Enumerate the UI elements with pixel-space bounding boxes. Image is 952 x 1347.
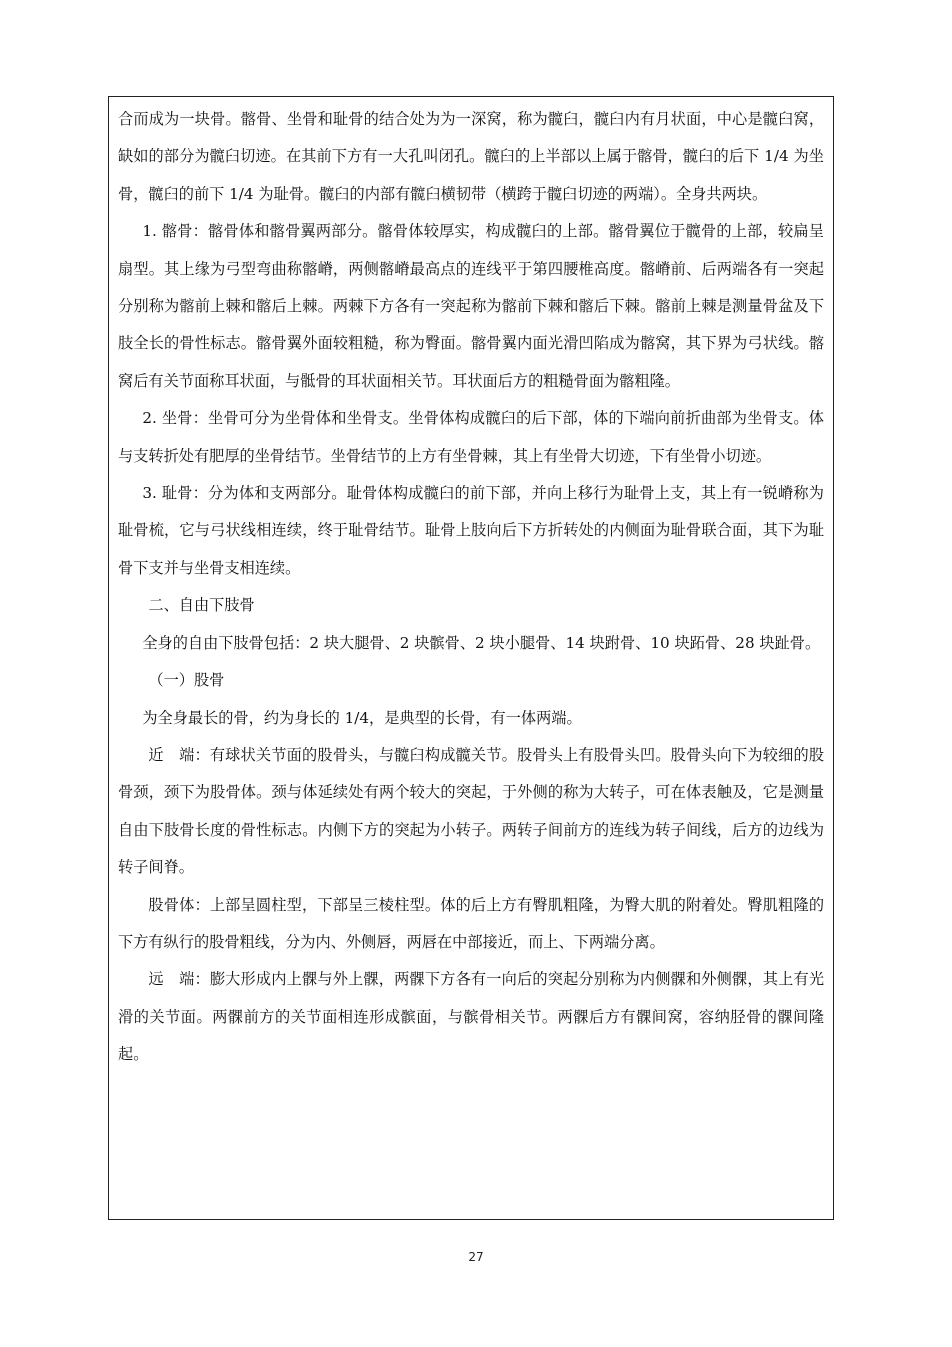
paragraph-ischium: 2. 坐骨：坐骨可分为坐骨体和坐骨支。坐骨体构成髋臼的后下部，体的下端向前折曲部为坐骨支。体与支转折处有肥厚的坐骨结节。坐骨结节的上方有坐骨棘，其上有坐骨大切迹，下有坐骨小切迹。 bbox=[118, 409, 824, 465]
section-heading-free-lower-limb: 二、自由下肢骨 bbox=[148, 596, 255, 615]
subsection-heading-femur: （一）股骨 bbox=[148, 671, 225, 690]
paragraph-femur-shaft: 股骨体：上部呈圆柱型，下部呈三棱柱型。体的后上方有臀肌粗隆，为臀大肌的附着处。臀肌粗隆的下方有纵行的股骨粗线，分为内、外侧唇，两唇在中部接近，而上、下两端分离。 bbox=[118, 895, 824, 951]
paragraph-ilium: 1. 髂骨：髂骨体和髂骨翼两部分。髂骨体较厚实，构成髋臼的上部。髂骨翼位于髋骨的上部，较扁呈扇型。其上缘为弓型弯曲称髂嵴，两侧髂嵴最高点的连线平于第四腰椎高度。髂嵴前、后两端各有一突起分别称为髂前上棘和髂后上棘。两棘下方各有一突起称为髂前下棘和髂后下棘。髂前上棘是测量骨盆及下肢全长的骨性标志。髂骨翼外面较粗糙，称为臀面。髂骨翼内面光滑凹陷成为髂窝，其下界为弓状线。髂窝后有关节面称耳状面，与骶骨的耳状面相关节。耳状面后方的粗糙骨面为髂粗隆。 bbox=[118, 222, 824, 390]
paragraph-femur-distal: 远 端：膨大形成内上髁与外上髁，两髁下方各有一向后的突起分别称为内侧髁和外侧髁，其上有光滑的关节面。两髁前方的关节面相连形成髌面，与髌骨相关节。两髁后方有髁间窝，容纳胫骨的髁间隆起。 bbox=[118, 970, 824, 1064]
paragraph-femur-proximal: 近 端：有球状关节面的股骨头，与髋臼构成髋关节。股骨头上有股骨头凹。股骨头向下为较细的股骨颈，颈下为股骨体。颈与体延续处有两个较大的突起，于外侧的称为大转子，可在体表触及，它是测量自由下肢骨长度的骨性标志。内侧下方的突起为小转子。两转子间前方的连线为转子间线，后方的边线为转子间脊。 bbox=[118, 745, 824, 877]
text-box bbox=[108, 96, 834, 1220]
paragraph-femur-intro: 为全身最长的骨，约为身长的 1/4，是典型的长骨，有一体两端。 bbox=[142, 708, 582, 727]
paragraph-pubis: 3. 耻骨：分为体和支两部分。耻骨体构成髋臼的前下部，并向上移行为耻骨上支，其上有一锐嵴称为耻骨梳，它与弓状线相连续，终于耻骨结节。耻骨上肢向后下方折转处的内侧面为耻骨联合面，其下为耻骨下支并与坐骨支相连续。 bbox=[118, 484, 824, 577]
paragraph-free-lower-limb-count: 全身的自由下肢骨包括：2 块大腿骨、2 块髌骨、2 块小腿骨、14 块跗骨、10 块跖骨、28 块趾骨。 bbox=[142, 633, 821, 652]
paragraph-hip-bone-intro: 合而成为一块骨。髂骨、坐骨和耻骨的结合处为为一深窝，称为髋臼，髋臼内有月状面，中心是髋臼窝，缺如的部分为髋臼切迹。在其前下方有一大孔叫闭孔。髋臼的上半部以上属于髂骨，髋臼的后下 1/4 为坐骨，髋臼的前下 1/4 为耻骨。髋臼的内部有髋臼横韧带（横跨于髋臼切迹的两端）。全身共两块。 bbox=[118, 110, 824, 203]
page-number: 27 bbox=[468, 1250, 484, 1264]
